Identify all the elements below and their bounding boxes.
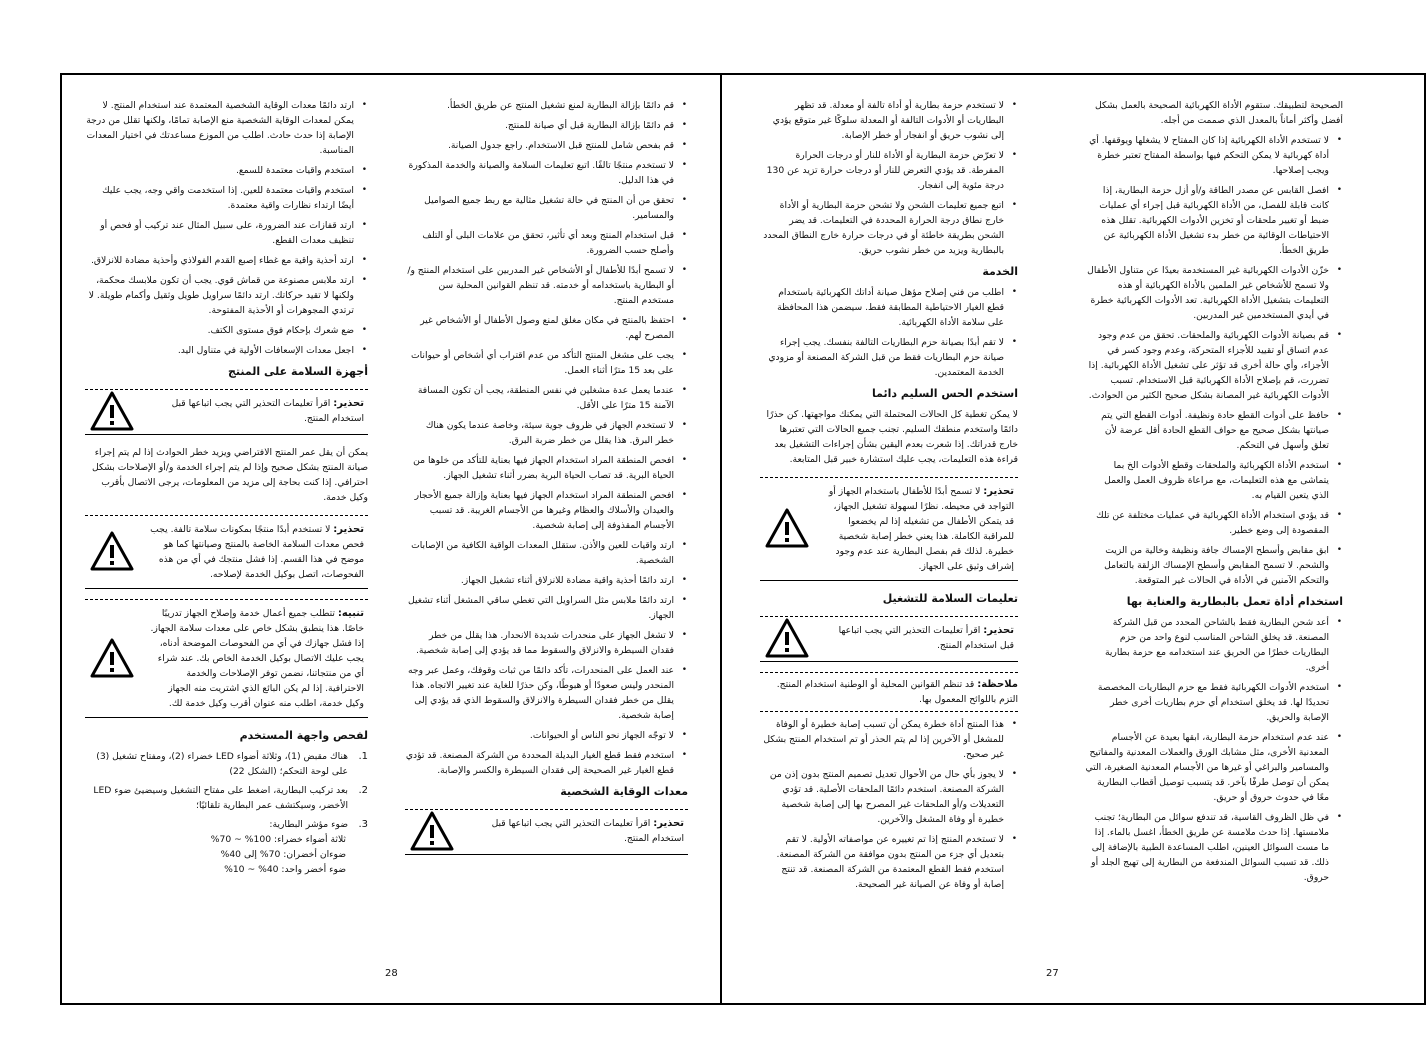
list-power-tool-use: [1085, 133, 1343, 588]
steps-list: [85, 749, 368, 877]
list-item: • قبل استخدام المنتج وبعد أي تأثير، تحقق من علامات البلى أو التلف وأصلح حسب الضرورة.: [405, 228, 674, 258]
warning-text: اقرأ تعليمات التحذير التي يجب اتباعها قبل استخدام المنتج.: [171, 398, 364, 424]
warning-triangle-icon: [89, 530, 135, 572]
step-number: 3.: [358, 819, 368, 830]
list-item: • لا تسمح أبدًا للأطفال أو الأشخاص غير المدربين على استخدام المنتج و/أو البطارية باستخدامه أو خدمته. قد تنظم القوانين المحلية سن مستخدم المنتج.: [405, 263, 674, 308]
column-left-inner: [405, 98, 688, 865]
list-battery-safety: [760, 98, 1018, 258]
warning-text: لا تستخدم أبدًا منتجًا بمكونات سلامة تالفة. يجب فحص معدات السلامة الخاصة بالمنتج وصيانتها كما هو موضح في هذا القسم. إذا فشل منتجك في أي من هذه الفحوصات، اتصل بوكيل الخدمة لإصلاحه.: [150, 524, 364, 580]
list-item: • ارتد قفازات عند الضرورة، على سبيل المثال عند تركيب أو فحص أو تنظيف معدات القطع.: [85, 218, 354, 248]
list-battery-care: [1085, 615, 1343, 885]
warning-label: تحذير:: [333, 398, 364, 409]
maintenance-paragraph: يمكن أن يقل عمر المنتج الافتراضي ويزيد خطر الحوادث إذا لم يتم إجراء صيانة المنتج بشكل صحيح وإذا لم يتم إجراء الخدمة و/أو الإصلاحات بشكل احترافي. إذا كنت بحاجة إلى مزيد من المعلومات، يرجى الاتصال بأقرب وكيل خدمة.: [92, 447, 368, 503]
list-item: • قم دائمًا بإزالة البطارية لمنع تشغيل المنتج عن طريق الخطأ.: [405, 98, 674, 113]
warning-box-children: [760, 477, 1018, 581]
list-item: • في ظل الظروف القاسية، قد تندفع سوائل من البطارية؛ تجنب ملامستها. إذا حدث ملامسة عن طريق الخطأ، اغسل بالماء. إذا ما مست السوائل العينين، اطلب المساعدة الطبية بالإضافة إلى ذلك. قد تسبب السوائل المندفعة من البطارية إلى تهيج الجلد أو حروق.: [1085, 810, 1329, 885]
list-item: • افصل القابس عن مصدر الطاقة و/أو أزل حزمة البطارية، إذا كانت قابلة للفصل، من الأداة الكهربائية قبل إجراء أي عمليات ضبط أو تغيير ملحقات أو تخزين الأدوات الكهربائية. تقلل هذه الاحتياطات الوقائية من خطر بدء تشغيل الأداة الكهربائية عن طريق الخطأ.: [1085, 183, 1329, 258]
caution-text: تتطلب جميع أعمال خدمة وإصلاح الجهاز تدريبًا خاصًا. هذا ينطبق بشكل خاص على معدات سلامة الجهاز. إذا فشل جهازك في أي من الفحوصات الموضحة أدناه، يجب عليك الاتصال بوكيل الخدمة الخاص بك. عند شراء أي من منتجاتنا، نضمن توفر الإصلاحات والخدمة الاحترافية. إذا لم يكن البائع الذي اشتريت منه الجهاز وكيل خدمة، اطلب منه عنوان أقرب وكيل خدمة لك.: [150, 608, 364, 709]
list-item: • يجب على مشغل المنتج التأكد من عدم اقتراب أي أشخاص أو حيوانات على بعد 15 مترًا أثناء العمل.: [405, 348, 674, 378]
column-right-inner: [760, 98, 1018, 897]
list-item: • استخدم الأداة الكهربائية والملحقات وقطع الأدوات الخ بما يتماشى مع هذه التعليمات، مع مراعاة ظروف العمل والعمل الذي يتعين القيام به.: [1085, 458, 1329, 503]
common-sense-text: لا يمكن تغطية كل الحالات المحتملة التي يمكنك مواجهتها. كن حذرًا دائمًا واستخدم منطقك السليم. تجنب جميع الحالات التي تعتبرها خارج قدراتك. إذا شعرت بعدم اليقين بشأن إجراءات التشغيل بعد قراءة هذه التعليمات، يجب عليك استشارة خبير قبل المتابعة.: [766, 409, 1018, 465]
list-item: • عند العمل على المنحدرات، تأكد دائمًا من ثبات وقوفك، وعمل عبر وجه المنحدر وليس صعودًا أو هبوطًا، وكن حذرًا للغاية عند تغيير الاتجاه. هذا يقلل من خطر فقدان السيطرة والانزلاق والسقوط الذي قد يؤدي إلى إصابة شخصية.: [405, 663, 674, 723]
list-item: • لا تستخدم الجهاز في ظروف جوية سيئة، وخاصة عندما يكون هناك خطر البرق. هذا يقلل من خطر ضربة البرق.: [405, 418, 674, 448]
warning-text: لا تسمح أبدًا للأطفال باستخدام الجهاز أو التواجد في محيطه. نظرًا لسهولة تشغيل الجهاز، قد يتمكن الأطفال من تشغيله إذا لم يخضعوا للمراقبة الكاملة. هذا يعني خطر إصابة شخصية خطيرة. لذلك قم بفصل البطارية عند عدم وجود إشراف وثيق على الجهاز.: [828, 486, 1014, 572]
page-number-left: 28: [385, 968, 398, 979]
warning-label: تحذير:: [333, 524, 364, 535]
list-item: • افحص المنطقة المراد استخدام الجهاز فيها بعناية وإزالة جميع الأحجار والعيدان والأسلاك والعظام وغيرها من الأجسام الغريبة. قد تسبب الأجسام المقذوفة إلى إصابة شخصية.: [405, 488, 674, 533]
section-heading-ppe: معدات الوقاية الشخصية: [560, 785, 688, 798]
list-item: • لا تستخدم الأداة الكهربائية إذا كان المفتاح لا يشغلها ويوقفها. أي أداة كهربائية لا يمكن التحكم فيها بواسطة المفتاح تعتبر خطرة ويجب إصلاحها.: [1085, 133, 1329, 178]
list-item: • ارتد دائمًا معدات الوقاية الشخصية المعتمدة عند استخدام المنتج. لا يمكن لمعدات الوقاية الشخصية منع الإصابة تمامًا، ولكنها تقلل من درجة الإصابة إذا حدث حادث. اطلب من الموزع مساعدتك في اختيار المعدات المناسبة.: [85, 98, 354, 158]
list-item: • لا تعرّض حزمة البطارية أو الأداة للنار أو درجات الحرارة المفرطة. قد يؤدي التعرض للنار أو درجات حرارة تزيد عن 130 درجة مئوية إلى انفجار.: [760, 148, 1004, 193]
list-item: • احتفظ بالمنتج في مكان مغلق لمنع وصول الأطفال أو الأشخاص غير المصرح لهم.: [405, 313, 674, 343]
warning-triangle-icon: [764, 507, 810, 549]
section-heading-safety-devices: أجهزة السلامة على المنتج: [227, 365, 368, 378]
list-item: • ارتد واقيات للعين والأذن. ستقلل المعدات الواقية الكافية من الإصابات الشخصية.: [405, 538, 674, 568]
warning-label: تحذير:: [983, 486, 1014, 497]
list-item: • ارتد دائمًا أحذية واقية مضادة للانزلاق أثناء تشغيل الجهاز.: [405, 573, 674, 588]
section-heading-common-sense: استخدم الحس السليم دائما: [871, 387, 1018, 400]
list-operation-rules: [405, 98, 688, 778]
list-item: • حافظ على أدوات القطع حادة ونظيفة. أدوات القطع التي يتم صيانتها بشكل صحيح مع حواف القطع الحادة أقل عرضة لأن تعلق وأسهل في التحكم.: [1085, 408, 1329, 453]
step-text: بعد تركيب البطارية، اضغط على مفتاح التشغيل وسيضيئ ضوء LED الأخضر، وسيكتشف عمر البطارية تلقائيًا؛: [93, 785, 348, 811]
list-item: • لا تشغل الجهاز على منحدرات شديدة الانحدار. هذا يقلل من خطر فقدان السيطرة والانزلاق والسقوط مما قد يؤدي إلى إصابة شخصية.: [405, 628, 674, 658]
intro-text: الصحيحة لتطبيقك. ستقوم الأداة الكهربائية الصحيحة بالعمل بشكل أفضل وأكثر أماناً بالمعدل الذي صممت من أجله.: [1095, 100, 1343, 126]
list-item: • تحقق من أن المنتج في حالة تشغيل مثالية مع ربط جميع الصواميل والمسامير.: [405, 193, 674, 223]
section-heading-ui-check: لفحص واجهة المستخدم: [239, 729, 368, 742]
warning-label: تحذير:: [653, 818, 684, 829]
step-item: [85, 783, 368, 813]
list-item: • ارتد ملابس مصنوعة من قماش قوي. يجب أن تكون ملابسك محكمة، ولكنها لا تقيد حركاتك. ارتد دائمًا سراويل طويل وثقيل وأكمام طويلة. لا ترتدي المجوهرات أو الأحذية المفتوحة.: [85, 273, 354, 318]
warning-text: اقرأ تعليمات التحذير التي يجب اتباعها قبل استخدام المنتج.: [491, 818, 684, 844]
list-item: • خزّن الأدوات الكهربائية غير المستخدمة بعيدًا عن متناول الأطفال ولا تسمح للأشخاص غير الملمين بالأداة الكهربائية أو هذه التعليمات بتشغيل الأداة الكهربائية. تعد الأدوات الكهربائية خطرة في أيدي المستخدمين غير المدربين.: [1085, 263, 1329, 323]
list-item: • لا تستخدم المنتج إذا تم تغييره عن مواصفاته الأولية. لا تقم بتعديل أي جزء من المنتج بدون موافقة من الشركة المصنعة. استخدم فقط القطع المعتمدة من الشركة المصنعة. قد تنتج إصابة أو وفاة عن الصيانة غير الصحيحة.: [760, 832, 1004, 892]
section-heading-service: الخدمة: [982, 265, 1018, 278]
list-item: • لا تستخدم حزمة بطارية أو أداة تالفة أو معدلة. قد تظهر البطاريات أو الأدوات التالفة أو المعدلة سلوكًا غير متوقع يؤدي إلى نشوب حريق أو انفجار أو خطر الإصابة.: [760, 98, 1004, 143]
list-item: • لا تقم أبدًا بصيانة حزم البطاريات التالفة بنفسك. يجب إجراء صيانة حزم البطاريات فقط من قبل الشركة المصنعة أو مزودي الخدمة المعتمدين.: [760, 335, 1004, 380]
list-item: • استخدم واقيات معتمدة للسمع.: [85, 163, 354, 178]
battery-level-item: ضوء أخضر واحد: 40% ~ 10%: [224, 864, 346, 875]
step-item: [85, 817, 368, 877]
note-text: قد تنظم القوانين المحلية أو الوطنية استخدام المنتج. التزم باللوائح المعمول بها.: [776, 679, 1018, 705]
page-number-right: 27: [1046, 968, 1059, 979]
list-item: • استخدم الأدوات الكهربائية فقط مع حزم البطاريات المخصصة تحديدًا لها. قد يخلق استخدام أي حزم بطاريات أخرى خطر الإصابة والحريق.: [1085, 680, 1329, 725]
list-item: • قم بفحص شامل للمنتج قبل الاستخدام. راجع جدول الصيانة.: [405, 138, 674, 153]
page-divider: [720, 73, 722, 1005]
step-text: ضوء مؤشر البطارية:: [269, 819, 348, 830]
list-item: • قم دائمًا بإزالة البطارية قبل أي صيانة للمنتج.: [405, 118, 674, 133]
warning-triangle-icon: [409, 810, 455, 852]
list-item: • ارتد دائمًا ملابس مثل السراويل التي تغطي ساقي المشغل أثناء تشغيل الجهاز.: [405, 593, 674, 623]
step-number: 1.: [358, 751, 368, 762]
caution-label: تنبيه:: [337, 608, 364, 619]
step-text: هناك مقبض (1)، وثلاثة أضواء LED خضراء (2)، ومفتاح تشغيل (3) على لوحة التحكم؛ (الشكل 22): [96, 751, 348, 777]
step-item: [85, 749, 368, 779]
list-item: • اتبع جميع تعليمات الشحن ولا تشحن حزمة البطارية أو الأداة خارج نطاق درجة الحرارة المحددة في التعليمات. قد يضر الشحن بطريقة خاطئة أو في درجات حرارة خارج النطاق المحدد بالبطارية ويزيد من خطر نشوب حريق.: [760, 198, 1004, 258]
section-heading-operation-safety: تعليمات السلامة للتشغيل: [882, 592, 1018, 605]
note-label: ملاحظة:: [977, 679, 1018, 690]
list-item: • افحص المنطقة المراد استخدام الجهاز فيها بعناية للتأكد من خلوها من الحياة البرية. قد تصاب الحياة البرية بضرر أثناء تشغيل الجهاز.: [405, 453, 674, 483]
warning-label: تحذير:: [983, 625, 1014, 636]
step-number: 2.: [358, 785, 368, 796]
battery-level-item: ثلاثة أضواء خضراء: 100% ~ 70%: [210, 834, 346, 845]
list-item: • قد يؤدي استخدام الأداة الكهربائية في عمليات مختلفة عن تلك المقصودة إلى وضع خطير.: [1085, 508, 1329, 538]
warning-triangle-icon: [89, 637, 135, 679]
list-ppe: [85, 98, 368, 358]
list-item: • أعد شحن البطارية فقط بالشاحن المحدد من قبل الشركة المصنعة. قد يخلق الشاحن المناسب لنوع واحد من حزم البطاريات خطرًا من الحريق عند استخدامه مع حزمة بطارية أخرى.: [1085, 615, 1329, 675]
list-item: • لا توجّه الجهاز نحو الناس أو الحيوانات.: [405, 728, 674, 743]
battery-level-list: [85, 832, 348, 877]
list-item: • ابق مقابض وأسطح الإمساك جافة ونظيفة وخالية من الزيت والشحم. لا تسمح المقابض وأسطح الإمساك الزلقة بالتعامل والتحكم الآمنين في الأداة في الحالات غير المتوقعة.: [1085, 543, 1329, 588]
caution-box-service: [85, 599, 368, 718]
note-box: [760, 672, 1018, 712]
warning-box-ppe: [405, 809, 688, 855]
warning-triangle-icon: [89, 390, 135, 432]
list-item: • قم بصيانة الأدوات الكهربائية والملحقات. تحقق من عدم وجود عدم اتساق أو تقييد للأجزاء المتحركة، وعدم وجود كسر في الأجزاء، وأي حالة أخرى قد تؤثر على تشغيل الأداة الكهربائية. إذا تضررت، قم بإصلاح الأداة الكهربائية قبل الاستخدام. تسبب الأدوات الكهربائية غير المصانة بشكل صحيح الكثير من الحوادث.: [1085, 328, 1329, 403]
list-service: [760, 285, 1018, 380]
column-left-outer: [85, 98, 368, 882]
column-right-outer: [1085, 98, 1343, 890]
warning-box-damaged-components: [85, 515, 368, 589]
list-item: • اجعل معدات الإسعافات الأولية في متناول اليد.: [85, 343, 354, 358]
warning-text: اقرأ تعليمات التحذير التي يجب اتباعها قبل استخدام المنتج.: [838, 625, 1014, 651]
list-item: • استخدم فقط قطع الغيار البديلة المحددة من الشركة المصنعة. قد تؤدي قطع الغيار غير الصحيحة إلى فقدان السيطرة والكسر والإصابة.: [405, 748, 674, 778]
list-item: • لا يجوز بأي حال من الأحوال تعديل تصميم المنتج بدون إذن من الشركة المصنعة. استخدم دائمًا الملحقات الأصلية. قد تؤدي التعديلات و/أو الملحقات غير المصرح بها إلى إصابة شخصية خطيرة أو وفاة المشغل والآخرين.: [760, 767, 1004, 827]
warning-box-read-instructions: [760, 616, 1018, 662]
list-item: • ضع شعرك بإحكام فوق مستوى الكتف.: [85, 323, 354, 338]
list-item: • هذا المنتج أداة خطرة يمكن أن تسبب إصابة خطيرة أو الوفاة للمشغل أو الآخرين إذا لم يتم الحذر أو تم استخدام المنتج بشكل غير صحيح.: [760, 717, 1004, 762]
list-operation-hazards: [760, 717, 1018, 892]
warning-triangle-icon: [764, 617, 810, 659]
list-item: • عندما يعمل عدة مشغلين في نفس المنطقة، يجب أن تكون المسافة الآمنة 15 مترًا على الأقل.: [405, 383, 674, 413]
battery-level-item: ضوءان أخضران: 70% إلى 40%: [220, 849, 346, 860]
list-item: • استخدم واقيات معتمدة للعين. إذا استخدمت واقي وجه، يجب عليك أيضًا ارتداء نظارات واقية معتمدة.: [85, 183, 354, 213]
list-item: • لا تستخدم منتجًا تالفًا. اتبع تعليمات السلامة والصيانة والخدمة المذكورة في هذا الدليل.: [405, 158, 674, 188]
section-heading-battery-tool: استخدام أداة تعمل بالبطارية والعناية بها: [1126, 595, 1343, 608]
list-item: • اطلب من فني إصلاح مؤهل صيانة أداتك الكهربائية باستخدام قطع الغيار الاحتياطية المطابقة فقط. سيضمن هذا المحافظة على سلامة الأداة الكهربائية.: [760, 285, 1004, 330]
list-item: • ارتد أحذية واقية مع غطاء إصبع القدم الفولاذي وأحذية مضادة للانزلاق.: [85, 253, 354, 268]
warning-box-devices: [85, 389, 368, 435]
list-item: • عند عدم استخدام حزمة البطارية، ابقها بعيدة عن الأجسام المعدنية الأخرى، مثل مشابك الورق والعملات المعدنية والمفاتيح والمسامير والبراغي أو غيرها من الأجسام المعدنية الصغيرة، التي يمكن أن توصل طرفًا بآخر. قد يتسبب توصيل أقطاب البطارية معًا في حدوث حروق أو حريق.: [1085, 730, 1329, 805]
